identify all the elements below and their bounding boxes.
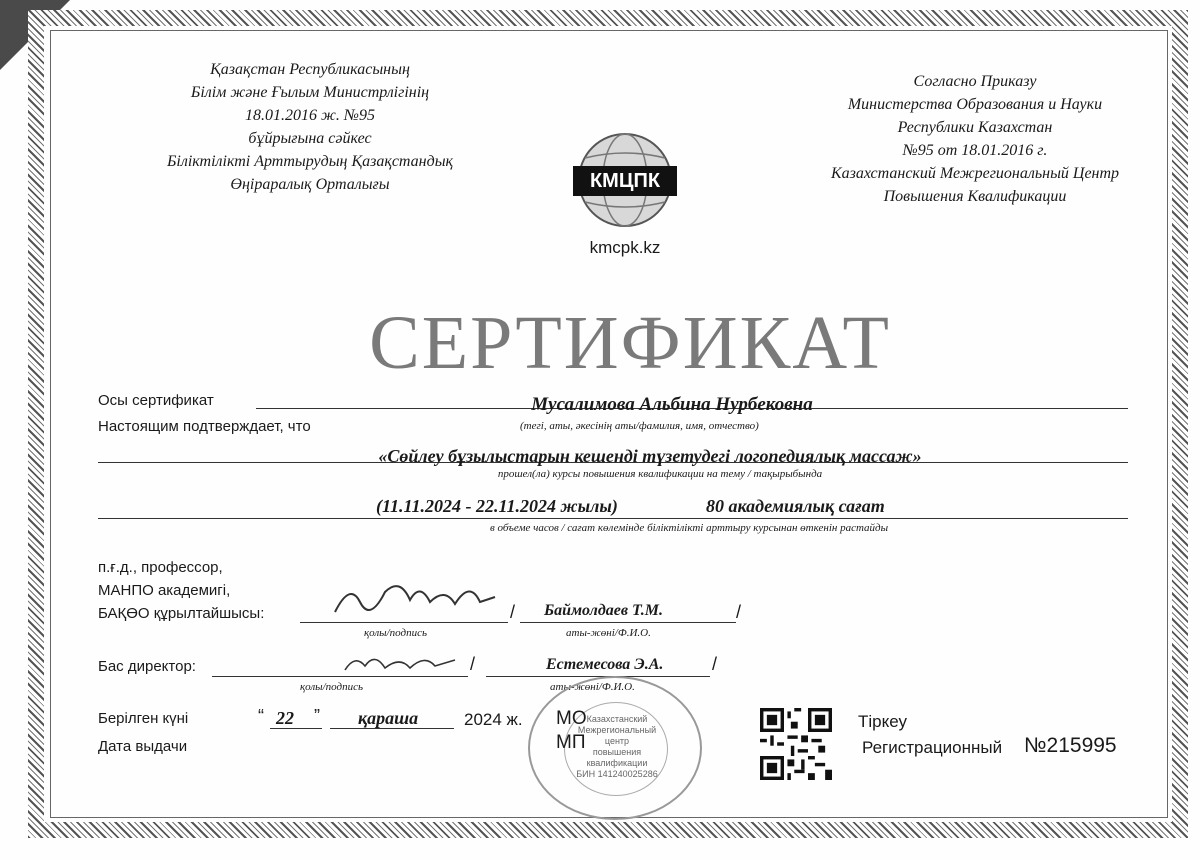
recipient-hint: (тегі, аты, әкесінің аты/фамилия, имя, отчество) bbox=[520, 420, 759, 432]
registration-label-kz: Тіркеу bbox=[858, 712, 908, 731]
issue-day: 22 bbox=[276, 708, 294, 728]
header-ru-line: Республики Казахстан bbox=[897, 119, 1053, 136]
logo-text: КМЦПК bbox=[573, 166, 677, 196]
stamp-text bbox=[574, 714, 660, 780]
kmcpk-logo bbox=[555, 130, 695, 258]
registration-number: №215995 bbox=[1024, 734, 1117, 757]
stamp-line: Межрегиональный bbox=[577, 725, 657, 735]
label-certificate: Осы сертификат bbox=[98, 392, 214, 409]
course-title: «Сөйлеу бұзылыстарын кешенді түзетудегі логопедиялық массаж» bbox=[378, 446, 922, 466]
globe-icon bbox=[575, 130, 675, 230]
header-russian bbox=[760, 70, 1190, 208]
header-kz-line: 18.01.2016 ж. №95 bbox=[245, 107, 375, 124]
header-kz-line: Қазақстан Республикасының bbox=[210, 61, 410, 78]
issue-month: қараша bbox=[358, 708, 419, 728]
official-stamp bbox=[528, 676, 702, 820]
course-hint: прошел(ла) курсы повышения квалификации на тему / тақырыбында bbox=[497, 468, 823, 480]
signer-1-title-line: БАҚӨО құрылтайшысы: bbox=[98, 605, 265, 622]
header-ru-line: Казахстанский Межрегиональный Центр bbox=[830, 165, 1120, 182]
signer-1-title bbox=[98, 556, 264, 625]
stamp-mark-kz: МО bbox=[556, 708, 587, 729]
signer-1-name-hint: аты-жөні/Ф.И.О. bbox=[566, 627, 651, 639]
issue-label-kz: Берілген күні bbox=[98, 710, 189, 727]
quote-close: ” bbox=[314, 706, 320, 726]
signer-2-name: Естемесова Э.А. bbox=[546, 656, 664, 673]
signer-1-name-line bbox=[520, 622, 736, 623]
header-kz-line: Өңіраралық Орталығы bbox=[230, 176, 390, 193]
hours-hint: в объеме часов / сағат көлемінде біліктілікті арттыру курсынан өткенін растайды bbox=[490, 522, 889, 534]
signer-2-title: Бас директор: bbox=[98, 658, 196, 675]
separator-slash: / bbox=[510, 602, 516, 622]
issue-label-ru: Дата выдачи bbox=[98, 738, 188, 755]
stamp-line: БИН 141240025286 bbox=[576, 769, 658, 779]
stamp-line: квалификации bbox=[586, 758, 648, 768]
header-ru-line: Министерства Образования и Науки bbox=[847, 96, 1103, 113]
label-confirm: Настоящим подтверждает, что bbox=[98, 418, 311, 435]
issue-year: 2024 ж. bbox=[464, 710, 523, 729]
stamp-line: Казахстанский bbox=[586, 714, 648, 724]
registration-label-ru: Регистрационный bbox=[862, 738, 1003, 757]
signer-1-name: Баймолдаев Т.М. bbox=[544, 602, 664, 619]
header-kz-line: Білім және Ғылым Министрлігінің bbox=[190, 84, 430, 101]
separator-slash: / bbox=[736, 602, 742, 622]
recipient-name: Мусалимова Альбина Нурбековна bbox=[531, 394, 813, 415]
signer-1-sign-hint: қолы/подпись bbox=[364, 627, 427, 639]
course-hours: 80 академиялық сағат bbox=[706, 496, 885, 516]
course-period: (11.11.2024 - 22.11.2024 жылы) bbox=[376, 496, 618, 516]
signer-2-name-hint: аты-жөні/Ф.И.О. bbox=[550, 681, 635, 693]
header-kz-line: бұйрығына сәйкес bbox=[248, 130, 372, 147]
stamp-mark-ru: МП bbox=[556, 732, 586, 753]
stamp-line: центр bbox=[604, 736, 630, 746]
stamp-line: повышения bbox=[592, 747, 642, 757]
signer-2-signature bbox=[340, 648, 460, 678]
signer-1-title-line: п.ғ.д., профессор, bbox=[98, 559, 223, 576]
qr-code-icon bbox=[760, 708, 832, 780]
signer-2-sign-hint: қолы/подпись bbox=[300, 681, 363, 693]
period-line bbox=[98, 518, 1128, 519]
header-ru-line: Повышения Квалификации bbox=[883, 188, 1067, 205]
header-ru-line: №95 от 18.01.2016 г. bbox=[902, 142, 1048, 159]
separator-slash: / bbox=[712, 654, 718, 674]
logo-website: kmcpk.kz bbox=[589, 238, 661, 257]
quote-open: “ bbox=[258, 706, 264, 726]
header-kazakh bbox=[110, 58, 510, 196]
separator-slash: / bbox=[470, 654, 476, 674]
header-ru-line: Согласно Приказу bbox=[913, 73, 1037, 90]
signer-1-title-line: МАНПО академигі, bbox=[98, 582, 231, 599]
header-kz-line: Біліктілікті Арттырудың Қазақстандық bbox=[166, 153, 454, 170]
signer-1-signature bbox=[330, 572, 500, 624]
certificate-title: СЕРТИФИКАТ bbox=[369, 301, 891, 385]
